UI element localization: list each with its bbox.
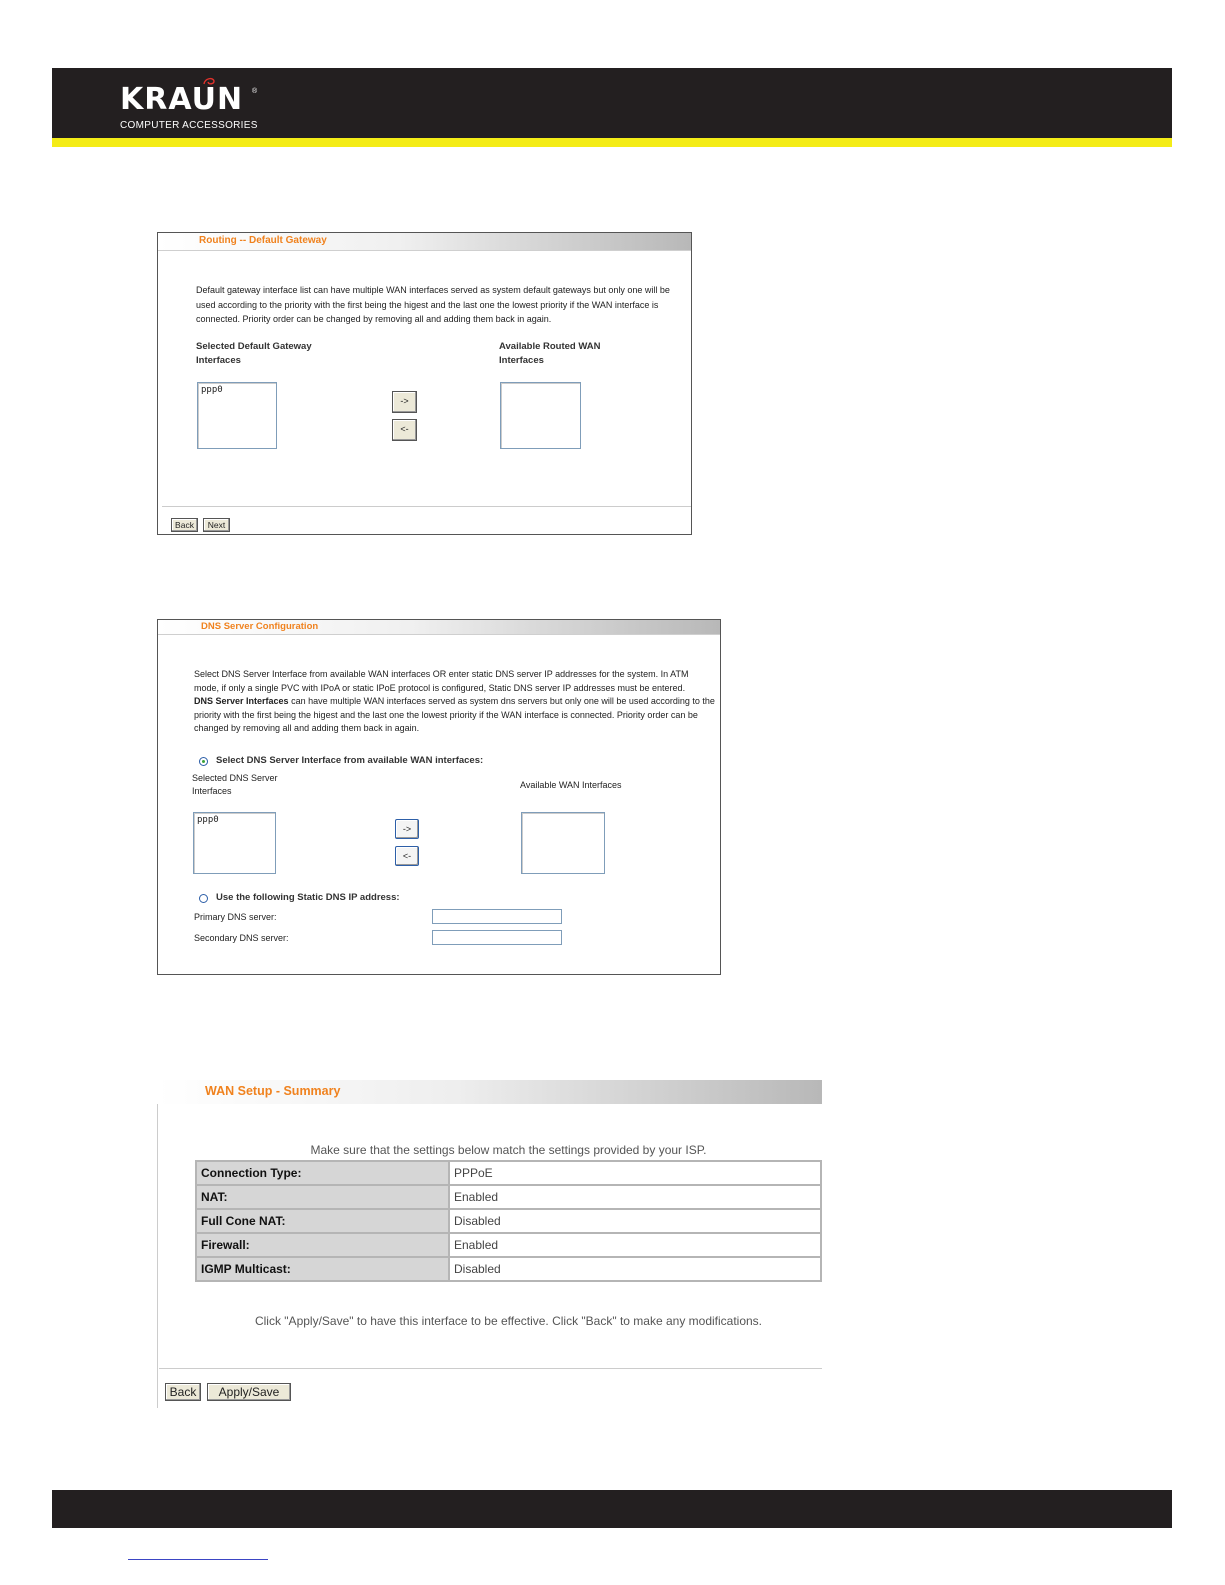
available-wan-label: Available Routed WAN Interfaces <box>499 341 601 366</box>
summary-note: Click "Apply/Save" to have this interface to be effective. Click "Back" to make any modifications. <box>254 1314 763 1328</box>
kraun-logo <box>120 82 290 134</box>
wan-setup-summary-panel <box>157 1080 822 1408</box>
dns-interface-radio[interactable] <box>199 757 208 766</box>
routing-description: Default gateway interface list can have multiple WAN interfaces served as system default gateways but only one will be used according to the priority with the first being the higest and the last one the lowest priority if the WAN interface is connected. Priority order can be changed by removing all and adding them back in again. <box>196 285 670 324</box>
row-key: Connection Type: <box>196 1161 449 1185</box>
move-left-button[interactable]: <- <box>392 419 417 441</box>
list-item[interactable]: ppp0 <box>197 815 219 825</box>
table-row <box>196 1209 821 1233</box>
summary-intro: Make sure that the settings below match the settings provided by your ISP. <box>310 1143 707 1157</box>
primary-dns-input[interactable] <box>432 909 562 924</box>
table-row <box>196 1185 821 1209</box>
divider <box>162 506 691 507</box>
summary-table <box>195 1160 822 1282</box>
move-right-button[interactable]: -> <box>392 391 417 413</box>
back-button[interactable]: Back <box>171 518 198 532</box>
footer-bar <box>52 1490 1172 1528</box>
selected-dns-listbox[interactable] <box>193 812 276 874</box>
dns-description: Select DNS Server Interface from available WAN interfaces OR enter static DNS server IP addresses for the system. In ATM mode, if only a single PVC with IPoA or static IPoE protocol is configured, Static DNS server IP addresses must be entered. DNS Server Interfaces can have multiple WAN interfaces served as system dns servers but only one will be used according to the priority with the first being the higest and the last one the lowest priority if the WAN interface is connected. Priority order can be changed by removing all and adding them back in again. <box>194 669 715 733</box>
table-row <box>196 1233 821 1257</box>
panel-header <box>157 1080 822 1104</box>
apply-save-button[interactable]: Apply/Save <box>207 1383 291 1401</box>
row-value: Disabled <box>449 1209 821 1233</box>
available-wan-listbox[interactable] <box>500 382 581 449</box>
panel-header <box>158 233 691 251</box>
dns-server-config-panel <box>157 619 721 975</box>
panel-title: Routing -- Default Gateway <box>199 235 327 246</box>
row-value: PPPoE <box>449 1161 821 1185</box>
secondary-dns-input[interactable] <box>432 930 562 945</box>
row-key: Full Cone NAT: <box>196 1209 449 1233</box>
static-dns-radio-label: Use the following Static DNS IP address: <box>216 892 400 903</box>
row-value: Enabled <box>449 1233 821 1257</box>
row-key: NAT: <box>196 1185 449 1209</box>
logo-wordmark: KRAUN <box>120 82 244 117</box>
secondary-dns-label: Secondary DNS server: <box>194 933 289 943</box>
available-wan-listbox[interactable] <box>521 812 605 874</box>
table-row <box>196 1257 821 1281</box>
dns-interface-radio-label: Select DNS Server Interface from available WAN interfaces: <box>216 755 484 766</box>
row-value: Enabled <box>449 1185 821 1209</box>
logo-tagline: COMPUTER ACCESSORIES <box>120 120 258 131</box>
move-right-button[interactable]: -> <box>395 819 419 839</box>
next-button[interactable]: Next <box>203 518 230 532</box>
move-left-button[interactable]: <- <box>395 846 419 866</box>
available-wan-interfaces-label: Available WAN Interfaces <box>520 780 622 790</box>
row-key: Firewall: <box>196 1233 449 1257</box>
routing-default-gateway-panel <box>157 232 692 535</box>
row-key: IGMP Multicast: <box>196 1257 449 1281</box>
selected-dns-label: Selected DNS Server Interfaces <box>192 773 278 796</box>
table-row <box>196 1161 821 1185</box>
static-dns-radio[interactable] <box>199 894 208 903</box>
primary-dns-label: Primary DNS server: <box>194 912 277 922</box>
selected-gateway-label: Selected Default Gateway Interfaces <box>196 341 312 366</box>
selected-gateway-listbox[interactable] <box>197 382 277 449</box>
left-border <box>157 1104 158 1408</box>
header-stripe <box>52 138 1172 147</box>
registered-mark: ® <box>252 88 258 95</box>
back-button[interactable]: Back <box>165 1383 201 1401</box>
row-value: Disabled <box>449 1257 821 1281</box>
panel-header <box>158 620 720 635</box>
logo-swirl-icon <box>202 76 216 86</box>
panel-title: WAN Setup - Summary <box>205 1084 341 1098</box>
footer-link-underline[interactable] <box>128 1559 268 1560</box>
divider <box>159 1368 822 1369</box>
panel-title: DNS Server Configuration <box>201 621 319 632</box>
list-item[interactable]: ppp0 <box>201 385 223 395</box>
